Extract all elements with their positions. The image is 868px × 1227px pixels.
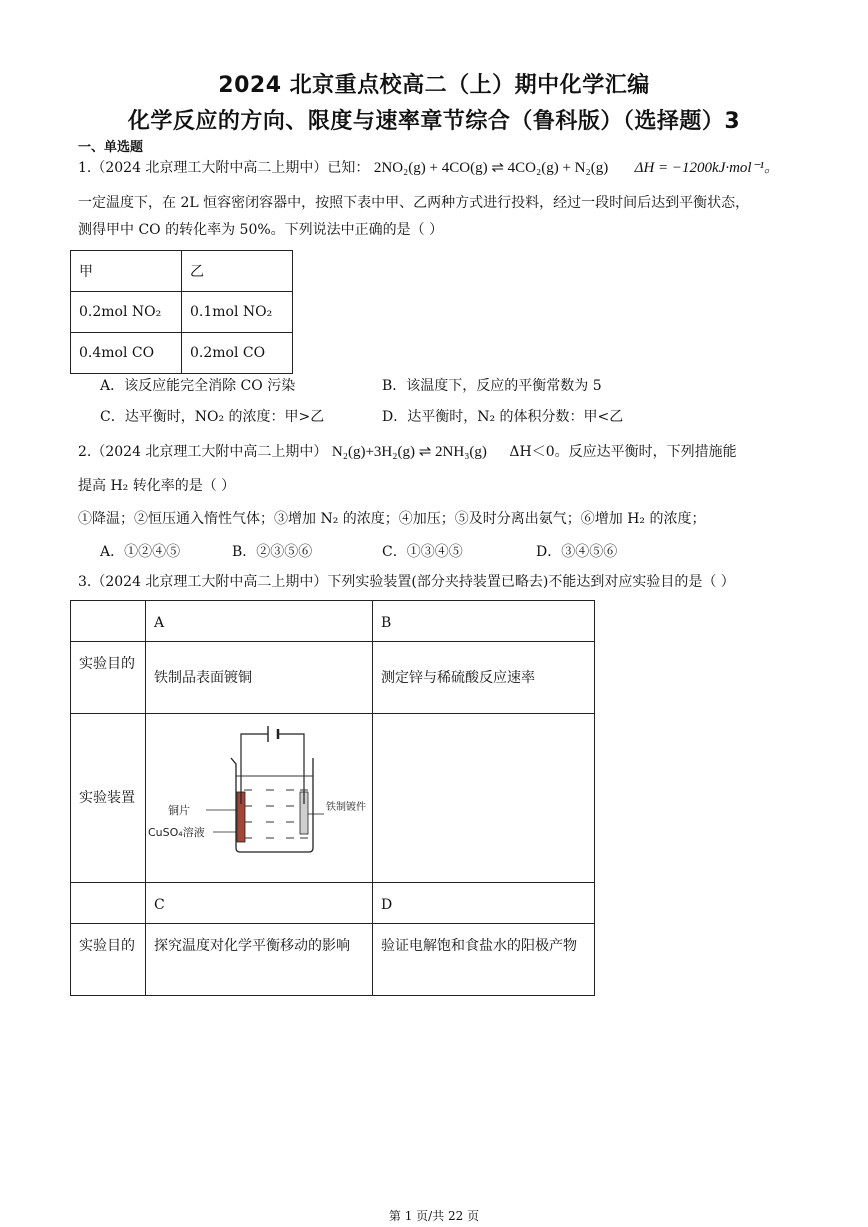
purpose-b: 测定锌与稀硫酸反应速率 (373, 642, 595, 714)
q1-prefix: 1.（2024 北京理工大附中高二上期中）已知： (78, 160, 370, 176)
q1-feed-table (70, 250, 293, 374)
purpose-d: 验证电解饱和食盐水的阳极产物 (373, 924, 595, 996)
page-title: 2024 北京重点校高二（上）期中化学汇编 (218, 73, 650, 98)
apparatus-a (146, 714, 373, 883)
q2-option-b[interactable]: B．②③⑤⑥ (232, 544, 313, 560)
row-label-purpose: 实验目的 (71, 642, 146, 714)
q1-enthalpy: ΔH = −1200kJ·mol⁻¹。 (634, 160, 780, 176)
table-row (71, 714, 595, 883)
table-cell (71, 883, 146, 924)
table-cell: 0.2mol CO (182, 333, 293, 374)
q1-equation: 2NO₂(g) + 4CO(g) ⇌ 4CO₂(g) + N₂(g) (373, 160, 609, 176)
q1-option-c[interactable]: C．达平衡时，NO₂ 的浓度：甲>乙 (100, 409, 325, 425)
q1-option-a[interactable]: A．该反应能完全消除 CO 污染 (100, 378, 296, 394)
column-c-header: C (146, 883, 373, 924)
table-cell: 0.4mol CO (71, 333, 182, 374)
iron-label: 铁制镀件 (326, 802, 366, 813)
electroplating-apparatus-diagram (146, 714, 372, 872)
q2-option-d[interactable]: D．③④⑤⑥ (536, 544, 618, 560)
table-cell: 0.2mol NO₂ (71, 292, 182, 333)
column-b-header: B (373, 601, 595, 642)
table-row (71, 333, 293, 374)
q1-stem-line2: 一定温度下，在 2L 恒容密闭容器中，按照下表中甲、乙两种方式进行投料，经过一段时间后达到平衡状态， (78, 195, 750, 211)
q2-suffix: ΔH＜0。反应达平衡时，下列措施能 (509, 444, 737, 460)
q3-stem: 3.（2024 北京理工大附中高二上期中）下列实验装置(部分夹持装置已略去)不能达到对应实验目的是（ ） (78, 574, 735, 590)
q1-option-b[interactable]: B．该温度下，反应的平衡常数为 5 (382, 378, 602, 394)
copper-label: 铜片 (168, 804, 190, 817)
q2-option-c[interactable]: C．①③④⑤ (382, 544, 463, 560)
table-row (71, 251, 293, 292)
table-header-yi: 乙 (182, 251, 293, 292)
section-heading: 一、单选题 (78, 140, 144, 155)
q2-prefix: 2.（2024 北京理工大附中高二上期中） (78, 444, 328, 460)
page-subtitle: 化学反应的方向、限度与速率章节综合（鲁科版）（选择题）3 (127, 109, 741, 134)
apparatus-b (373, 714, 595, 883)
table-header-jia: 甲 (71, 251, 182, 292)
row-label-purpose: 实验目的 (71, 924, 146, 996)
purpose-a: 铁制品表面镀铜 (146, 642, 373, 714)
q2-stem-line3: ①降温；②恒压通入惰性气体；③增加 N₂ 的浓度；④加压；⑤及时分离出氨气；⑥增加 H₂ 的浓度； (78, 511, 706, 527)
table-cell (71, 601, 146, 642)
column-a-header: A (146, 601, 373, 642)
solution-label: CuSO₄溶液 (148, 826, 205, 839)
table-row (71, 642, 595, 714)
page-footer: 第 1 页/共 22 页 (388, 1209, 480, 1223)
column-d-header: D (373, 883, 595, 924)
table-cell: 0.1mol NO₂ (182, 292, 293, 333)
purpose-c: 探究温度对化学平衡移动的影响 (146, 924, 373, 996)
table-row (71, 883, 595, 924)
table-row (71, 292, 293, 333)
q3-experiment-table (70, 600, 595, 996)
q2-stem-line1 (78, 442, 737, 462)
q2-option-a[interactable]: A．①②④⑤ (100, 544, 181, 560)
row-label-apparatus: 实验装置 (71, 714, 146, 883)
q1-stem-line3: 测得甲中 CO 的转化率为 50%。下列说法中正确的是（ ） (78, 222, 444, 238)
table-row (71, 924, 595, 996)
q2-equation: N₂(g)+3H₂(g) ⇌ 2NH₃(g) (331, 444, 487, 460)
q2-stem-line2: 提高 H₂ 转化率的是（ ） (78, 478, 236, 494)
q1-option-d[interactable]: D．达平衡时，N₂ 的体积分数：甲<乙 (382, 409, 624, 425)
q1-stem-line1 (78, 158, 779, 178)
table-row (71, 601, 595, 642)
